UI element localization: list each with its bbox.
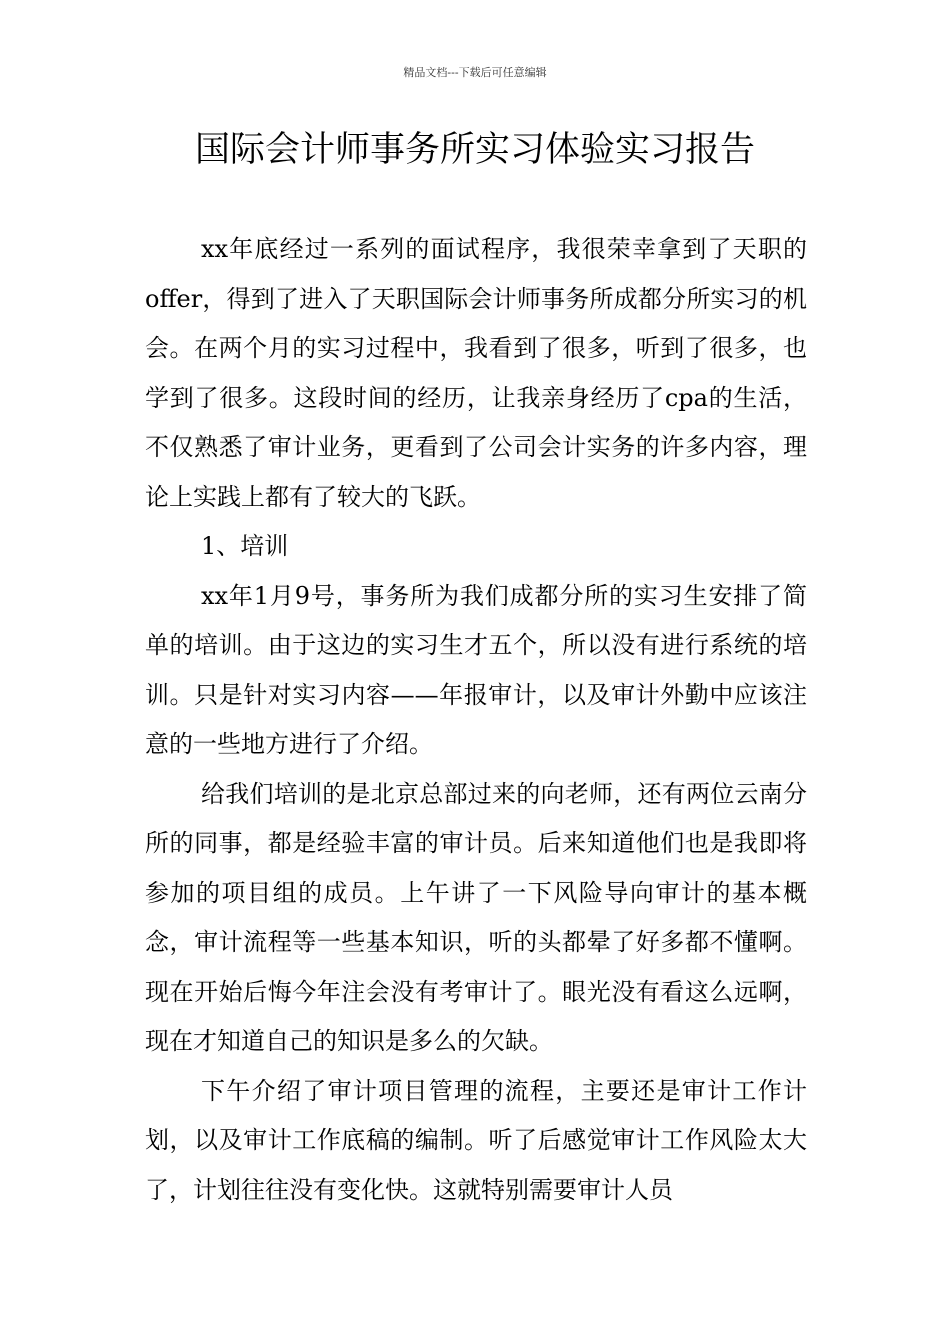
paragraph-intro: xx年底经过一系列的面试程序，我很荣幸拿到了天职的offer，得到了进入了天职国际会计师事务所成都分所实习的机会。在两个月的实习过程中，我看到了很多，听到了很多，也学到了很多。这段时间的经历，让我亲身经历了cpa的生活，不仅熟悉了审计业务，更看到了公司会计实务的许多内容，理论上实践上都有了较大的飞跃。 <box>145 235 807 511</box>
document-body <box>145 225 807 1215</box>
paragraph-trainers: 给我们培训的是北京总部过来的向老师，还有两位云南分所的同事，都是经验丰富的审计员。后来知道他们也是我即将参加的项目组的成员。上午讲了一下风险导向审计的基本概念，审计流程等一些基本知识，听的头都晕了好多都不懂啊。现在开始后悔今年注会没有考审计了。眼光没有看这么远啊，现在才知道自己的知识是多么的欠缺。 <box>145 779 807 1055</box>
header-note: 精品文档---下载后可任意编辑 <box>403 66 547 79</box>
paragraph-afternoon: 下午介绍了审计项目管理的流程，主要还是审计工作计划，以及审计工作底稿的编制。听了后感觉审计工作风险太大了，计划往往没有变化快。这就特别需要审计人员 <box>145 1076 807 1204</box>
paragraph-training: xx年1月9号，事务所为我们成都分所的实习生安排了简单的培训。由于这边的实习生才五个，所以没有进行系统的培训。只是针对实习内容——年报审计，以及审计外勤中应该注意的一些地方进行了介绍。 <box>145 581 807 758</box>
document-title: 国际会计师事务所实习体验实习报告 <box>194 130 755 170</box>
section-heading-training: 1、培训 <box>201 532 289 560</box>
